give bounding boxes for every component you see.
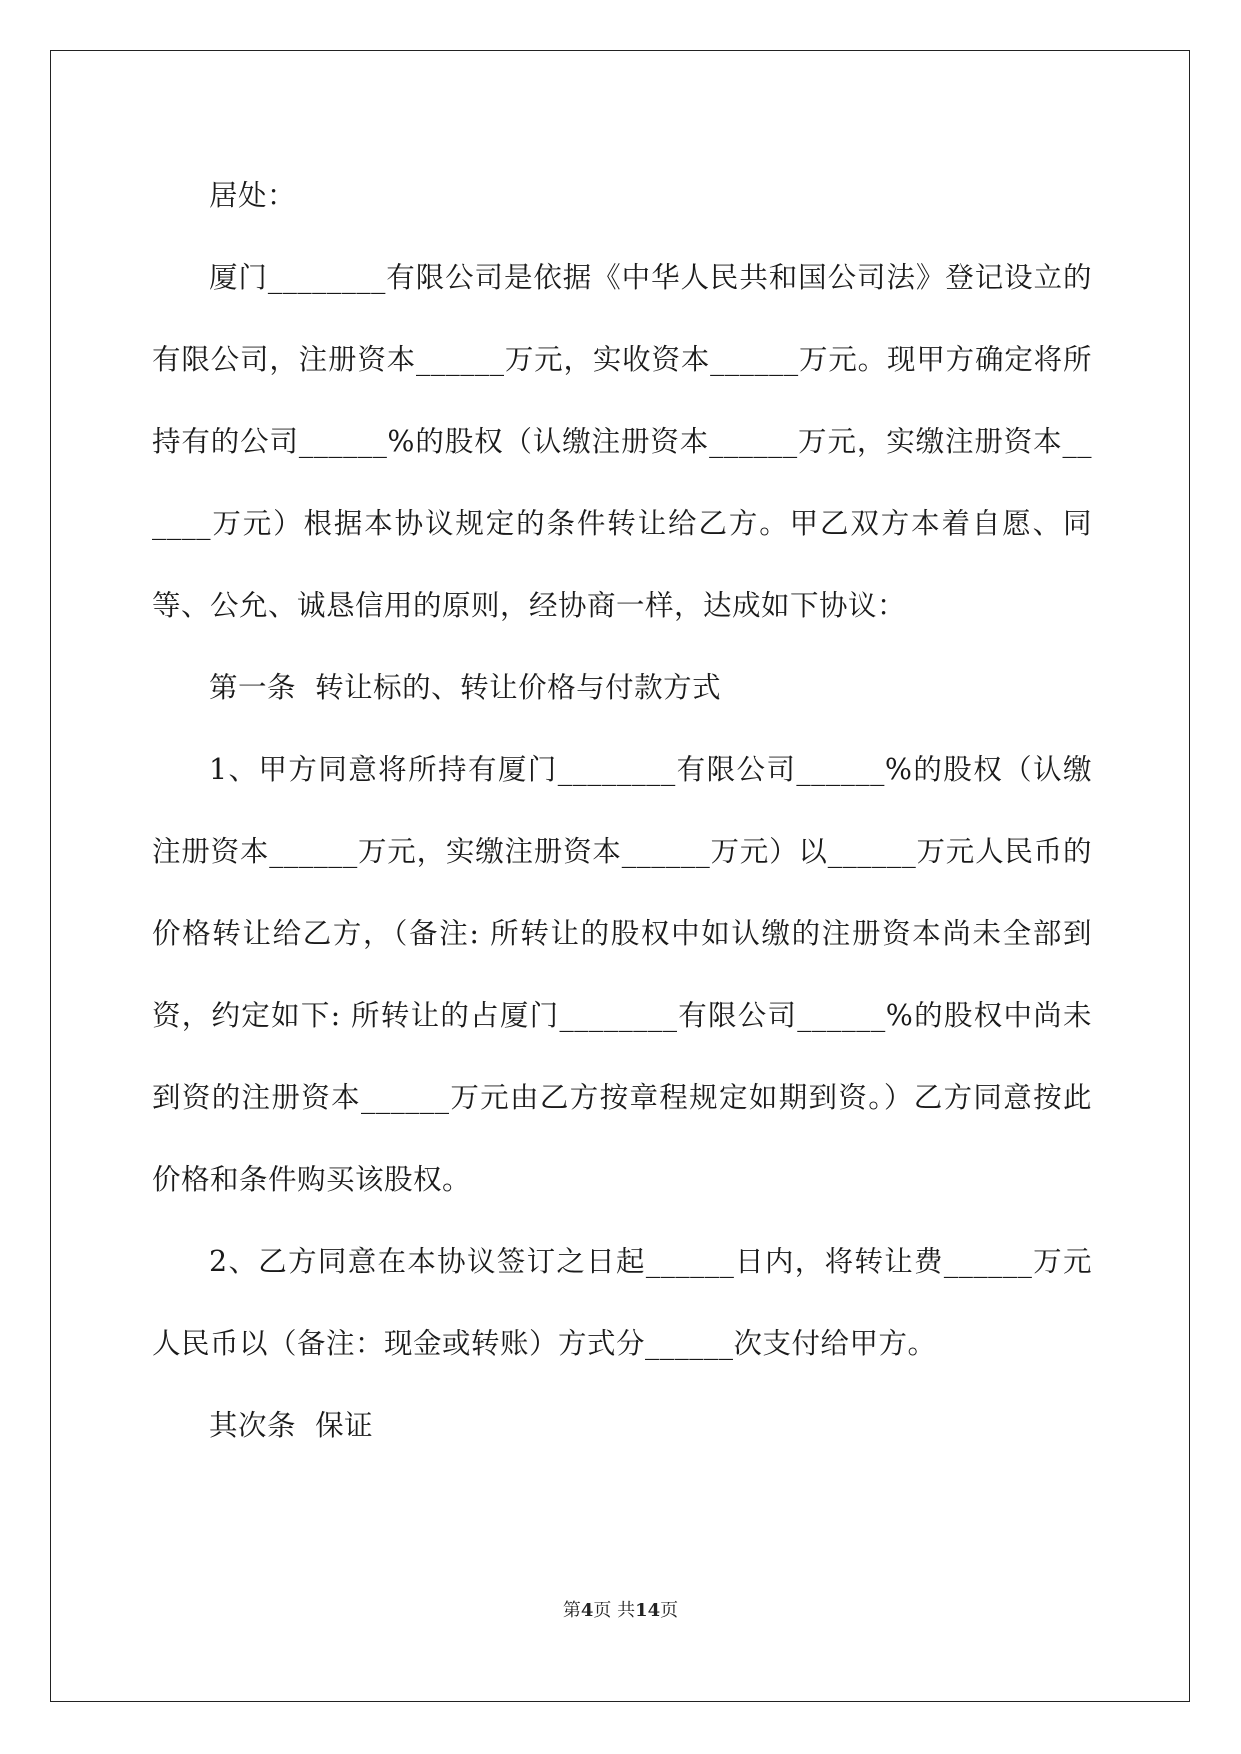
paragraph-residence: 居处：: [209, 179, 297, 212]
paragraph-company-intro: 厦门________有限公司是依据《中华人民共和国公司法》登记设立的有限公司，注册资本______万元，实收资本______万元。现甲方确定将所持有的公司______%的股权（认缴注册资本______万元，实缴注册资本______万元）根据本协议规定的条件转让给乙方。甲乙双方本着自愿、同等、公允、诚恳信用的原则，经协商一样，达成如下协议：: [152, 261, 1092, 622]
document-body: [152, 155, 1092, 1467]
footer-total-pages: 14: [635, 1600, 661, 1621]
footer-page-number: 4: [580, 1600, 594, 1621]
article-1-heading: 第一条 转让标的、转让价格与付款方式: [209, 671, 722, 704]
footer-suffix: 页: [660, 1600, 679, 1621]
page-footer: [0, 1596, 1241, 1622]
article-1-clause-2: 2、乙方同意在本协议签订之日起______日内，将转让费______万元人民币以（备注：现金或转账）方式分______次支付给甲方。: [152, 1245, 1092, 1360]
article-2-heading: 其次条 保证: [209, 1409, 374, 1442]
footer-prefix: 第: [562, 1600, 581, 1621]
footer-mid: 页 共: [593, 1600, 636, 1621]
article-1-clause-1: 1、甲方同意将所持有厦门________有限公司______%的股权（认缴注册资本______万元，实缴注册资本______万元）以______万元人民币的价格转让给乙方，（备注: 所转让的股权中如认缴的注册资本尚未全部到资，约定如下: 所转让的占厦门________有限公司______%的股权中尚未到资的注册资本______万元由乙方按章程规定如期到资。）乙方同意按此价格和条件购买该股权。: [152, 753, 1092, 1196]
